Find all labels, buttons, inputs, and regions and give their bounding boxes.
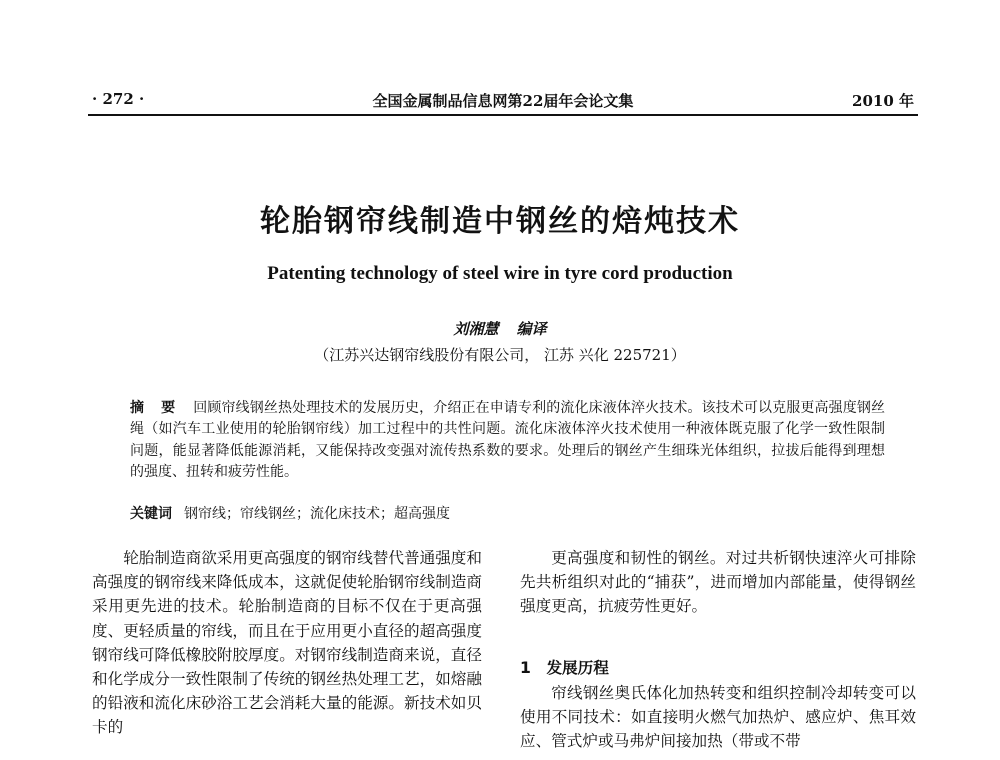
keywords [130,504,885,524]
author-affiliation: （江苏兴达钢帘线股份有限公司， 江苏 兴化 225721） [314,346,686,364]
author-line [0,318,1000,339]
journal-title: 全国金属制品信息网第22届年会论文集 [372,92,634,110]
article-title-english: Patenting technology of steel wire in tyre cord production [267,263,733,284]
author-name: 刘湘慧 [453,320,499,338]
running-header [88,88,918,116]
abstract-text: 回顾帘线钢丝热处理技术的发展历史，介绍正在申请专利的流化床液体淬火技术。该技术可以克服更高强度钢丝绳（如汽车工业使用的轮胎钢帘线）加工过程中的共性问题。流化床液体淬火技术使用一种液体既克服了化学一致性限制问题，能显著降低能源消耗，又能保持改变强对流传热系数的要求。处理后的钢丝产生细珠光体组织，拉拔后能得到理想的强度、扭转和疲劳性能。 [130,400,885,481]
abstract [130,398,885,484]
author-role: 编译 [516,320,547,338]
body-right-paragraph-1: 更高强度和韧性的钢丝。对过共析钢快速淬火可排除先共析组织对此的“捕获”，进而增加内部能量，使得钢丝强度更高，抗疲劳性更好。 [520,549,916,616]
page-number: · 272 · [92,90,145,108]
keywords-text: 钢帘线；帘线钢丝；流化床技术；超高强度 [184,506,450,522]
body-right-paragraph-2: 帘线钢丝奥氏体化加热转变和组织控制冷却转变可以使用不同技术：如直接明火燃气加热炉、感应炉、焦耳效应、管式炉或马弗炉间接加热（带或不带 [520,684,916,751]
abstract-label: 摘 要 [130,400,182,416]
body-left-column: 轮胎制造商欲采用更高强度的钢帘线替代普通强度和高强度的钢帘线来降低成本，这就促使轮胎钢帘线制造商采用更先进的技术。轮胎制造商的目标不仅在于更高强度、更轻质量的帘线，而且在于应用更小直径的超高强度钢帘线可降低橡胶附胶厚度。对钢帘线制造商来说，直径和化学成分一致性限制了传统的钢丝热处理工艺，如熔融的铅液和流化床砂浴工艺会消耗大量的能源。新技术如贝卡的 [92,549,482,737]
keywords-label: 关键词 [130,506,172,522]
section-heading: 1 发展历程 [520,659,609,677]
publication-year: 2010 年 [852,92,914,110]
article-title-chinese: 轮胎钢帘线制造中钢丝的焙炖技术 [260,204,740,239]
